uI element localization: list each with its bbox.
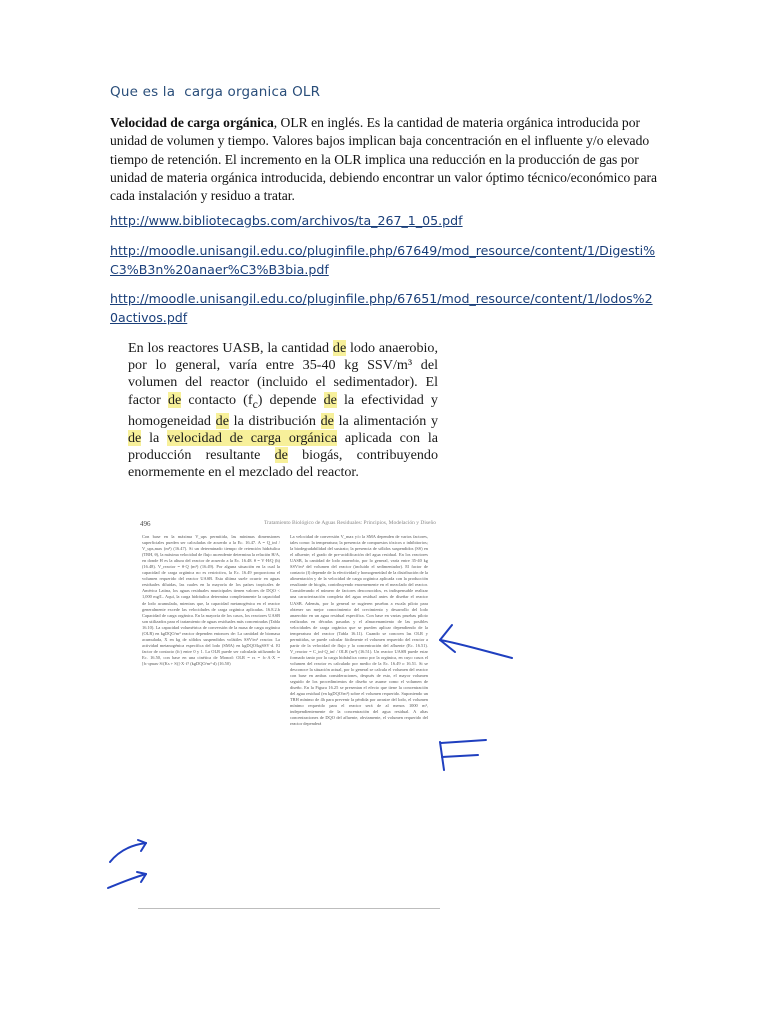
- definition-text: , OLR en inglés. Es la cantidad de materia orgánica introducida por unidad de volumen y tiempo. Valores bajos implican baja concentración en el influente y/o elevado tiempo de retención. El incremento en la OLR implica una reducción en la producción de gas por unidad de materia orgánica introducida, debiendo encontrar un valor óptimo técnico/económico para cada instalación y residuo a tratar.: [110, 115, 658, 204]
- scanned-book-page: [138, 520, 440, 910]
- pen-arrow-icon: [440, 740, 486, 770]
- page-title: Que es la carga organica OLR: [110, 84, 321, 100]
- book-right-column: La velocidad de conversión V_max y/o la SMA dependen de varios factores, tales como: la temperatura; la presencia de compuestos tóxicos o inhibitorios; la biodegradabilidad del sustrato; la presencia de sólidos suspendidos (SS) en el afluente; el grado de pre-acidificación del agua residual. En los reactores UASB, la cantidad de lodo anaerobio, por lo general, varía entre 35-40 kg SSV/m³ del volumen del reactor (incluido el sedimentador). El factor de contacto (f) depende de la efectividad y homogeneidad de la distribución de la alimentación y de la velocidad de carga orgánica aplicada con la producción resultante de biogás, contribuyendo enormemente en el mezclado del reactor. Considerando el número de factores desconocidos, es indispensable realizar una caracterización completa del agua residual antes de diseñar el reactor UASB. Además, por lo general se sugieren pruebas a escala piloto para obtener un mejor conocimiento del crecimiento y desarrollo del lodo anaerobio en un agua residual específica. Con base en varias pruebas piloto realizadas en décadas pasadas y el almacenamiento de las posibles velocidades de carga orgánica que se pueden aplicar dependiendo de la temperatura del reactor (Tabla 16.11). Cuando se conocen las OLR y permitidas, se puede calcular fácilmente el volumen requerido del reactor a partir de la velocidad de flujo y la concentración del afluente (Ec. 16.51). V_reactor = C_inf·Q_inf / OLR (m³) (16.51). Un reactor UASB puede estar formado tanto por la carga hidráulica como por la orgánica, en cuyo casos el volumen del reactor es calculado por medio de la Ec. 16.49 o 16.51. Si se desconoce la situación actual, por lo general se calcula el volumen del reactor con base en ambas consideraciones, después de esto, el mayor volumen seguido de los procedimientos de diseño se asume como el volumen de diseño. En la Figura 16.25 se presentan el efecto que tiene la concentración del agua residual (en kgDQO/m³) sobre el volumen requerido. Suponiendo un TRH mínimo de 4h para prevenir la pérdida por arrastre del lodo, el volumen mínimo requerido para el reactor será de al menos 1000 m³, independientemente de la concentración del agua residual. A altas concentraciones de DQO del afluente, obviamente, el volumen requerido del reactor dependerá: [290, 534, 428, 727]
- book-left-column: Con base en la máxima V_ups permitida, las mínimas dimensiones superficiales pueden ser calculadas de acuerdo a la Ec. 16.47. A = Q_inf / V_ups,max (m²) (16.47). Si un determinado tiempo de retención hidráulica (TRH, θ), la máxima velocidad de flujo ascendente determina la relación H/A, en donde H es la altura del reactor de acuerdo a la Ec. 16.48. θ = V·H/Q (h) (16.48). V_reactor = θ·Q (m³) (16.49). Por alguna situación en la cual la capacidad de carga orgánica no es restrictiva, la Ec. 16.49 proporciona el volumen requerido del reactor UASB. Esta última suele ocurrir en aguas residuales diluidas, las cuales en la mayoría de los países tropicales de América Latina, los aguas residuales municipales tienen valores de DQO < 1,000 mg/L. Aquí, la carga hidráulica determina completamente la capacidad de lodo acumulada, mientras que, la capacidad metanogénica en el reactor generalmente excede las velocidades de carga orgánica aplicadas. 16.8.2.b Capacidad de carga orgánica. En la mayoría de los casos, los reactores UASB son utilizados para el tratamiento de aguas residuales más concentradas (Tabla 16.10). La capacidad volumétrica de conversión de la masa de carga orgánica (OLR) en kgDQO/m³ reactor dependen entonces de: La cantidad de biomasa acumulada, X en kg de sólidos suspendidos volátiles SSV/m³ reactor. La actividad metanogénica específica del lodo (SMA) en kgDQO/kgSSV·d. El factor de contacto (fc) entre 0 y 1. La OLR puede ser calculada utilizando la Ec. 16.50, con base en una cinética de Monod: OLR = rs = fc·A·X = [fc·qmax·S/(Ks + S)]·X·f? (kgDQO/m³·d) (16.50): [142, 534, 280, 666]
- book-page-number: 496: [140, 520, 151, 528]
- definition-paragraph: [110, 114, 658, 205]
- pen-arrow-icon: [440, 625, 512, 658]
- scanned-excerpt: En los reactores UASB, la cantidad de lodo anaerobio, por lo general, varía entre 35-40 kg SSV/m³ del volumen del reactor (incluido el sedimentador). El factor de contacto $(f_c)$ depende de la efectividad y homogeneidad de la distribución de la alimentación y de la velocidad de carga orgánica aplicada con la producción resultante de biogás, contribuyendo enormemente en el mezclado del reactor.: [128, 340, 439, 481]
- link-digestion-anaerobia[interactable]: http://moodle.unisangil.edu.co/pluginfile.php/67649/mod_resource/content/1/Digesti%C3%B3n%20anaer%C3%B3bia.pdf: [110, 243, 656, 277]
- link-lodos-activos[interactable]: http://moodle.unisangil.edu.co/pluginfile.php/67651/mod_resource/content/1/lodos%20activos.pdf: [110, 291, 653, 325]
- book-running-head: Tratamiento Biológico de Aguas Residuales: Principios, Modelación y Diseño: [264, 520, 436, 526]
- link-bibliotecagbs[interactable]: http://www.bibliotecagbs.com/archivos/ta_267_1_05.pdf: [110, 213, 463, 228]
- page-bottom-rule: [138, 908, 440, 909]
- bold-term: Velocidad de carga orgánica: [110, 115, 274, 130]
